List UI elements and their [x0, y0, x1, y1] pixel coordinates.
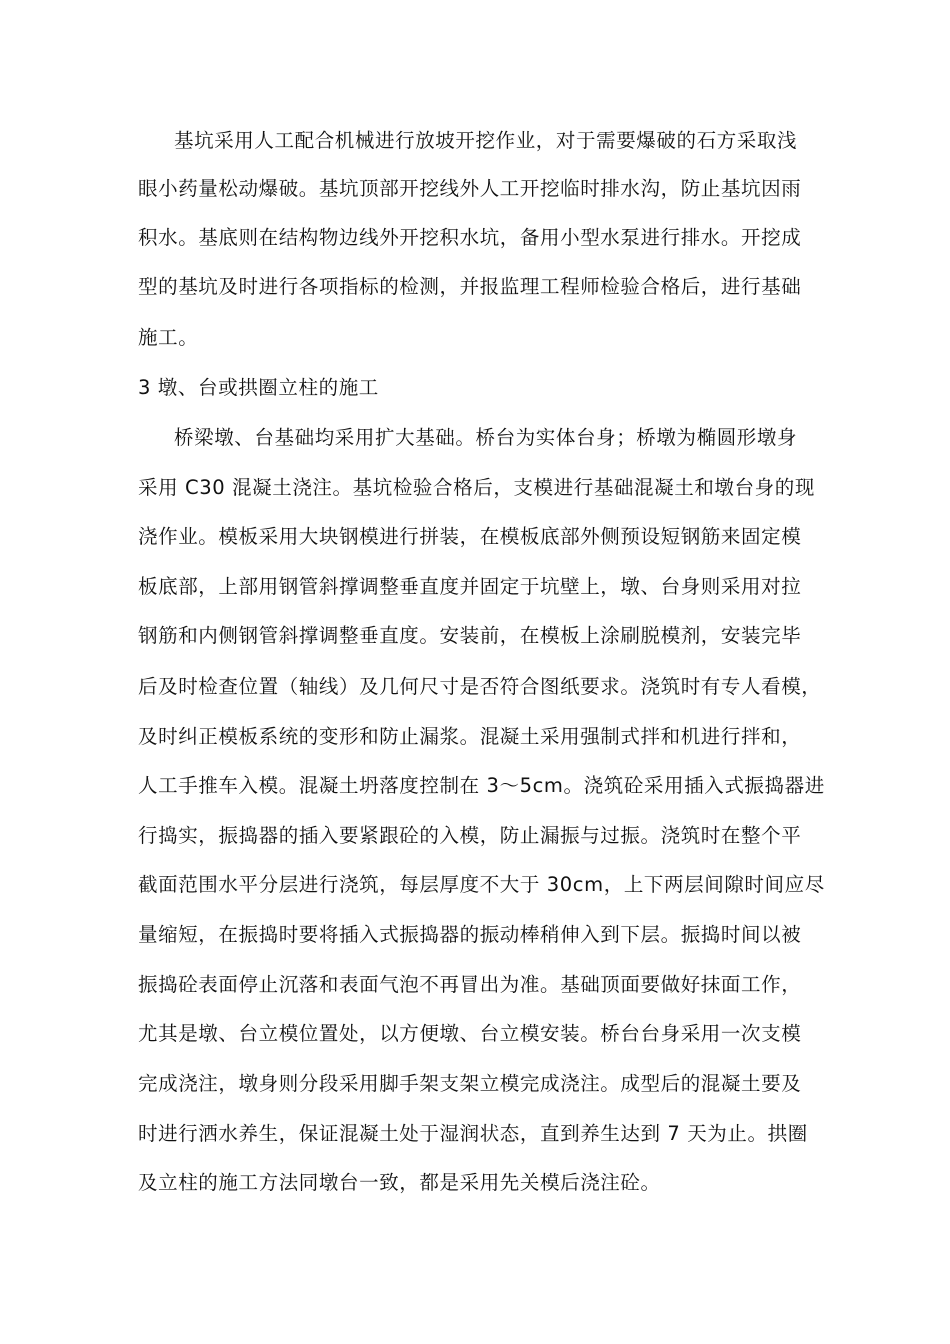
paragraph-2-line-6: 后及时检查位置（轴线）及几何尺寸是否符合图纸要求。浇筑时有专人看模，: [138, 675, 822, 698]
paragraph-2-line-13: 尤其是墩、台立模位置处，以方便墩、台立模安装。桥台台身采用一次支模: [138, 1022, 802, 1045]
paragraph-2-line-9: 行捣实，振捣器的插入要紧跟砼的入模，防止漏振与过振。浇筑时在整个平: [138, 824, 802, 847]
paragraph-1-line-2: 眼小药量松动爆破。基坑顶部开挖线外人工开挖临时排水沟，防止基坑因雨: [138, 177, 802, 200]
paragraph-2-line-5: 钢筋和内侧钢管斜撑调整垂直度。安装前，在模板上涂刷脱模剂，安装完毕: [138, 624, 802, 647]
paragraph-2-line-14: 完成浇注，墩身则分段采用脚手架支架立模完成浇注。成型后的混凝土要及: [138, 1072, 802, 1095]
paragraph-2-line-3: 浇作业。模板采用大块钢模进行拼装，在模板底部外侧预设短钢筋来固定模: [138, 525, 802, 548]
paragraph-1-line-4: 型的基坑及时进行各项指标的检测，并报监理工程师检验合格后，进行基础: [138, 275, 802, 298]
paragraph-2-line-1: 桥梁墩、台基础均采用扩大基础。桥台为实体台身；桥墩为椭圆形墩身: [174, 426, 798, 449]
paragraph-2-line-4: 板底部，上部用钢管斜撑调整垂直度并固定于坑壁上，墩、台身则采用对拉: [138, 575, 802, 598]
paragraph-2-line-7: 及时纠正模板系统的变形和防止漏浆。混凝土采用强制式拌和机进行拌和，: [138, 725, 802, 748]
paragraph-1-line-5: 施工。: [138, 326, 199, 349]
paragraph-2-line-12: 振捣砼表面停止沉落和表面气泡不再冒出为准。基础顶面要做好抹面工作，: [138, 973, 802, 996]
paragraph-2-line-11: 量缩短，在振捣时要将插入式振捣器的振动棒稍伸入到下层。振捣时间以被: [138, 923, 802, 946]
paragraph-2-line-16: 及立柱的施工方法同墩台一致，都是采用先关模后浇注砼。: [138, 1171, 661, 1194]
paragraph-2-line-8: 人工手推车入模。混凝土坍落度控制在 3～5cm。浇筑砼采用插入式振捣器进: [138, 774, 825, 797]
section-heading: 3 墩、台或拱圈立柱的施工: [138, 376, 379, 399]
paragraph-2-line-10: 截面范围水平分层进行浇筑，每层厚度不大于 30cm，上下两层间隙时间应尽: [138, 873, 825, 896]
paragraph-1-line-1: 基坑采用人工配合机械进行放坡开挖作业，对于需要爆破的石方采取浅: [174, 129, 798, 152]
paragraph-2-line-2: 采用 C30 混凝土浇注。基坑检验合格后，支模进行基础混凝土和墩台身的现: [138, 476, 815, 499]
paragraph-1-line-3: 积水。基底则在结构物边线外开挖积水坑，备用小型水泵进行排水。开挖成: [138, 226, 802, 249]
paragraph-2-line-15: 时进行洒水养生，保证混凝土处于湿润状态，直到养生达到 7 天为止。拱圈: [138, 1122, 808, 1145]
